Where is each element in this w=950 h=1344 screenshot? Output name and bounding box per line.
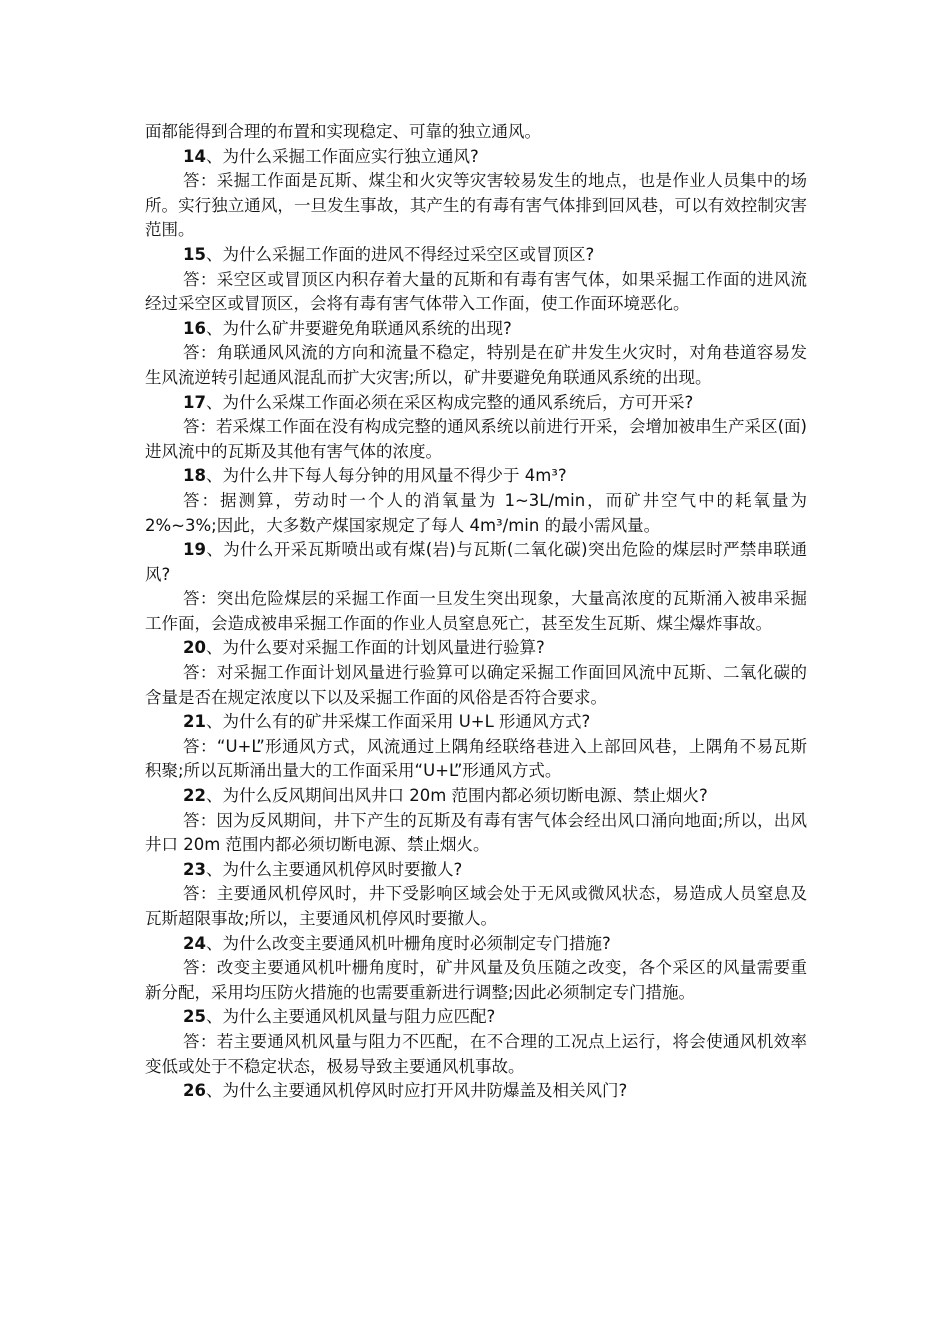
answer-paragraph: 答：采掘工作面是瓦斯、煤尘和火灾等灾害较易发生的地点，也是作业人员集中的场所。实行独立通风，一旦发生事故，其产生的有毒有害气体排到回风巷，可以有效控制灾害范围。 — [145, 171, 807, 240]
question-number: 22 — [183, 786, 206, 806]
question-text: 、为什么开采瓦斯喷出或有煤(岩)与瓦斯(二氧化碳)突出危险的煤层时严禁串联通风? — [145, 540, 807, 584]
question-number: 26 — [183, 1081, 206, 1101]
question-number: 25 — [183, 1007, 206, 1027]
question-heading — [145, 464, 807, 489]
question-text: 、为什么采煤工作面必须在采区构成完整的通风系统后，方可开采? — [205, 392, 694, 412]
question-heading — [145, 636, 807, 661]
answer-paragraph: 答：若主要通风机风量与阻力不匹配，在不合理的工况点上运行，将会使通风机效率变低或处于不稳定状态，极易导致主要通风机事故。 — [145, 1031, 807, 1076]
question-heading — [145, 243, 807, 268]
question-number: 21 — [183, 712, 206, 732]
intro-paragraph: 面都能得到合理的布置和实现稳定、可靠的独立通风。 — [145, 122, 541, 141]
question-text: 、为什么反风期间出风井口 20m 范围内都必须切断电源、禁止烟火? — [205, 786, 708, 806]
question-heading — [145, 858, 807, 883]
question-heading — [145, 145, 807, 170]
question-heading — [145, 1005, 807, 1030]
question-text: 、为什么改变主要通风机叶栅角度时必须制定专门措施? — [205, 933, 611, 953]
answer-paragraph: 答：突出危险煤层的采掘工作面一旦发生突出现象，大量高浓度的瓦斯涌入被串采掘工作面，会造成被串采掘工作面的作业人员窒息死亡，甚至发生瓦斯、煤尘爆炸事故。 — [145, 589, 807, 633]
answer-paragraph: 答：主要通风机停风时，井下受影响区域会处于无风或微风状态，易造成人员窒息及瓦斯超限事故;所以，主要通风机停风时要撤人。 — [145, 884, 807, 928]
question-number: 16 — [183, 318, 206, 338]
answer-paragraph: 答：采空区或冒顶区内积存着大量的瓦斯和有毒有害气体，如果采掘工作面的进风流经过采空区或冒顶区，会将有毒有害气体带入工作面，使工作面环境恶化。 — [145, 269, 807, 314]
question-text: 、为什么要对采掘工作面的计划风量进行验算? — [205, 638, 545, 658]
answer-paragraph: 答：改变主要通风机叶栅角度时，矿井风量及负压随之改变，各个采区的风量需要重新分配，采用均压防火措施的也需要重新进行调整;因此必须制定专门措施。 — [145, 958, 807, 1002]
question-text: 、为什么采掘工作面的进风不得经过采空区或冒顶区? — [205, 244, 595, 264]
question-number: 18 — [183, 466, 206, 486]
question-text: 、为什么矿井要避免角联通风系统的出现? — [205, 318, 512, 338]
question-heading — [145, 317, 807, 342]
document-page — [145, 120, 807, 1104]
question-number: 20 — [183, 638, 206, 658]
question-number: 23 — [183, 859, 206, 879]
question-heading — [145, 784, 807, 809]
qa-list — [145, 145, 807, 1104]
question-heading — [145, 932, 807, 957]
answer-paragraph: 答：“U+L”形通风方式，风流通过上隅角经联络巷进入上部回风巷，上隅角不易瓦斯积聚;所以瓦斯涌出量大的工作面采用“U+L”形通风方式。 — [145, 736, 807, 781]
question-heading — [145, 391, 807, 416]
answer-paragraph: 答：据测算，劳动时一个人的消氧量为 1~3L/min，而矿井空气中的耗氧量为 2%~3%;因此，大多数产煤国家规定了每人 4m³/min 的最小需风量。 — [145, 490, 807, 535]
answer-paragraph: 答：对采掘工作面计划风量进行验算可以确定采掘工作面回风流中瓦斯、二氧化碳的含量是否在规定浓度以下以及采掘工作面的风俗是否符合要求。 — [145, 663, 807, 707]
question-text: 、为什么主要通风机风量与阻力应匹配? — [205, 1007, 496, 1027]
question-heading — [145, 538, 807, 587]
question-number: 24 — [183, 933, 206, 953]
question-text: 、为什么井下每人每分钟的用风量不得少于 4m³? — [205, 466, 567, 486]
question-text: 、为什么主要通风机停风时要撤人? — [205, 859, 463, 879]
question-number: 14 — [183, 146, 206, 166]
question-heading — [145, 710, 807, 735]
question-number: 17 — [183, 392, 206, 412]
question-number: 19 — [183, 540, 206, 560]
answer-paragraph: 答：若采煤工作面在没有构成完整的通风系统以前进行开采，会增加被串生产采区(面)进风流中的瓦斯及其他有害气体的浓度。 — [145, 417, 807, 461]
question-number: 15 — [183, 244, 206, 264]
question-text: 、为什么有的矿井采煤工作面采用 U+L 形通风方式? — [205, 712, 591, 732]
question-heading — [145, 1079, 807, 1104]
answer-paragraph: 答：角联通风风流的方向和流量不稳定，特别是在矿井发生火灾时，对角巷道容易发生风流逆转引起通风混乱而扩大灾害;所以，矿井要避免角联通风系统的出现。 — [145, 343, 807, 387]
answer-paragraph: 答：因为反风期间，井下产生的瓦斯及有毒有害气体会经出风口涌向地面;所以，出风井口 20m 范围内都必须切断电源、禁止烟火。 — [145, 810, 807, 855]
question-text: 、为什么主要通风机停风时应打开风井防爆盖及相关风门? — [205, 1081, 628, 1101]
question-text: 、为什么采掘工作面应实行独立通风? — [205, 146, 479, 166]
